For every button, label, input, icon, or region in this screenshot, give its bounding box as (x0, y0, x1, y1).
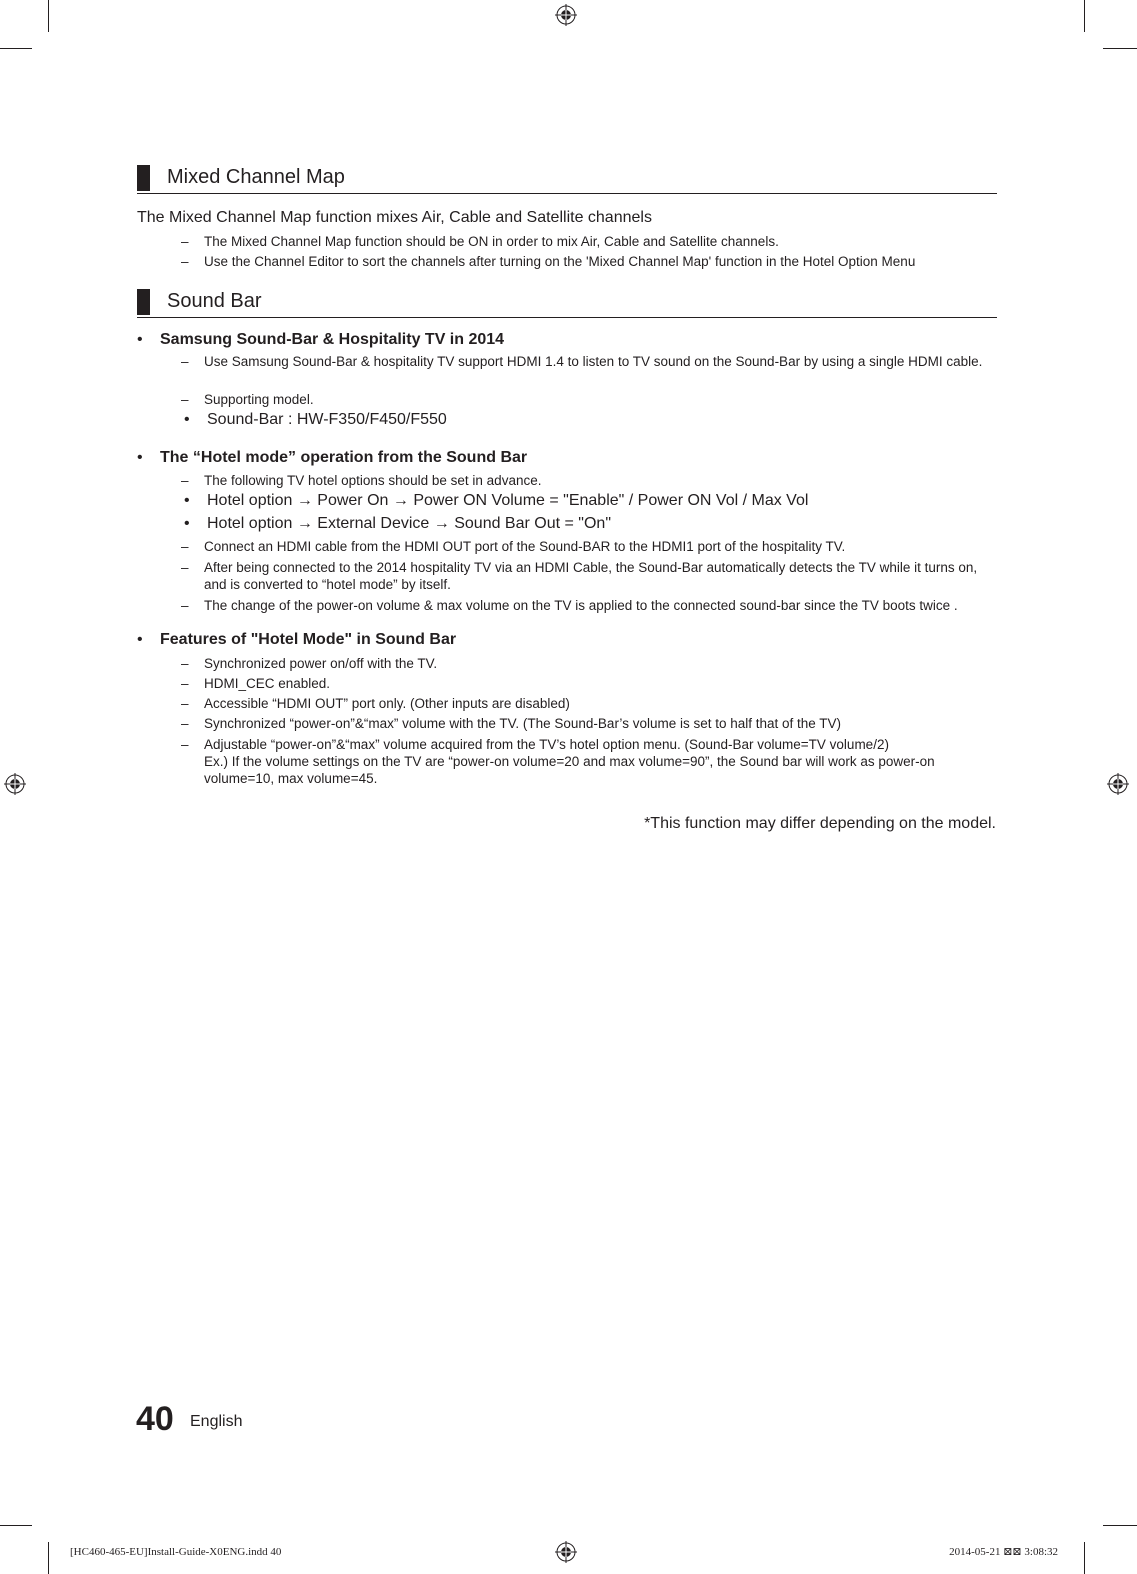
dash-text: After being connected to the 2014 hospitality TV via an HDMI Cable, the Sound-Bar automatically detects the TV while it turns on, and is converted to “hotel mode” by itself. (204, 560, 978, 592)
crop-mark (1103, 48, 1137, 49)
bullet-marker: • (137, 449, 143, 466)
dash-marker: – (181, 354, 189, 369)
dash-text: Accessible “HDMI OUT” port only. (Other inputs are disabled) (204, 696, 570, 711)
crop-mark (1084, 0, 1085, 32)
dash-marker: – (181, 473, 189, 488)
dash-marker: – (181, 598, 189, 613)
section-heading-mixed-channel-map (137, 165, 997, 194)
section-marker (137, 289, 150, 315)
crop-mark (0, 1525, 32, 1526)
section-title: Sound Bar (167, 290, 262, 312)
dash-text: Connect an HDMI cable from the HDMI OUT port of the Sound-BAR to the HDMI1 port of the hospitality TV. (204, 539, 846, 554)
dash-text: HDMI_CEC enabled. (204, 676, 331, 691)
crop-mark (48, 0, 49, 32)
registration-mark-icon (1107, 773, 1129, 795)
page-number: 40 (136, 1400, 174, 1438)
file-slug: [HC460-465-EU]Install-Guide-X0ENG.indd 40 (70, 1546, 282, 1558)
dash-marker: – (181, 560, 189, 575)
dash-text: Use the Channel Editor to sort the channels after turning on the 'Mixed Channel Map' function in the Hotel Option Menu (204, 254, 916, 269)
dash-text: Synchronized power on/off with the TV. (204, 656, 438, 671)
section-title: Mixed Channel Map (167, 166, 345, 188)
crop-mark (0, 48, 32, 49)
dash-text: The following TV hotel options should be set in advance. (204, 473, 542, 488)
bullet-heading-text: Samsung Sound-Bar & Hospitality TV in 2014 (160, 331, 505, 348)
dash-marker: – (181, 392, 189, 407)
bullet-marker: • (184, 515, 190, 532)
dash-marker: – (181, 676, 189, 691)
date-slug: 2014-05-21 ⊠⊠ 3:08:32 (949, 1546, 1058, 1558)
dash-text: The change of the power-on volume & max volume on the TV is applied to the connected sound-bar since the TV boots twice . (204, 598, 958, 613)
dash-marker: – (181, 716, 189, 731)
model-note: *This function may differ depending on the model. (644, 815, 996, 832)
registration-mark-icon (555, 1541, 577, 1563)
section-marker (137, 165, 150, 191)
dash-continuation-text: Ex.) If the volume settings on the TV are “power-on volume=20 and max volume=90”, the Sound bar will work as power-on volume=10, max volume=45. (204, 754, 935, 786)
dash-marker: – (181, 539, 189, 554)
bullet-marker: • (137, 331, 143, 348)
sub-bullet-text: Hotel option → External Device → Sound Bar Out = "On" (207, 515, 611, 532)
registration-mark-icon (4, 773, 26, 795)
page-language: English (190, 1413, 243, 1430)
bullet-heading-text: The “Hotel mode” operation from the Sound Bar (160, 449, 528, 466)
dash-marker: – (181, 737, 189, 752)
dash-marker: – (181, 234, 189, 249)
sub-bullet-text: Hotel option → Power On → Power ON Volume = "Enable" / Power ON Vol / Max Vol (207, 492, 809, 509)
crop-mark (48, 1542, 49, 1574)
section-heading-sound-bar (137, 289, 997, 318)
dash-text: The Mixed Channel Map function should be ON in order to mix Air, Cable and Satellite channels. (204, 234, 779, 249)
dash-text: Use Samsung Sound-Bar & hospitality TV support HDMI 1.4 to listen to TV sound on the Sound-Bar by using a single HDMI cable. (204, 354, 983, 369)
bullet-heading-text: Features of "Hotel Mode" in Sound Bar (160, 631, 457, 648)
dash-marker: – (181, 254, 189, 269)
crop-mark (1103, 1525, 1137, 1526)
sub-bullet-text: Sound-Bar : HW-F350/F450/F550 (207, 411, 447, 428)
bullet-marker: • (184, 492, 190, 509)
dash-marker: – (181, 696, 189, 711)
bullet-marker: • (137, 631, 143, 648)
crop-mark (1084, 1542, 1085, 1574)
dash-marker: – (181, 656, 189, 671)
intro-paragraph: The Mixed Channel Map function mixes Air, Cable and Satellite channels (137, 209, 652, 226)
dash-text: Synchronized “power-on”&“max” volume with the TV. (The Sound-Bar’s volume is set to half that of the TV) (204, 716, 842, 731)
bullet-marker: • (184, 411, 190, 428)
dash-text: Supporting model. (204, 392, 314, 407)
registration-mark-icon (555, 4, 577, 26)
dash-text: Adjustable “power-on”&“max” volume acquired from the TV’s hotel option menu. (Sound-Bar volume=TV volume/2) (204, 737, 889, 752)
